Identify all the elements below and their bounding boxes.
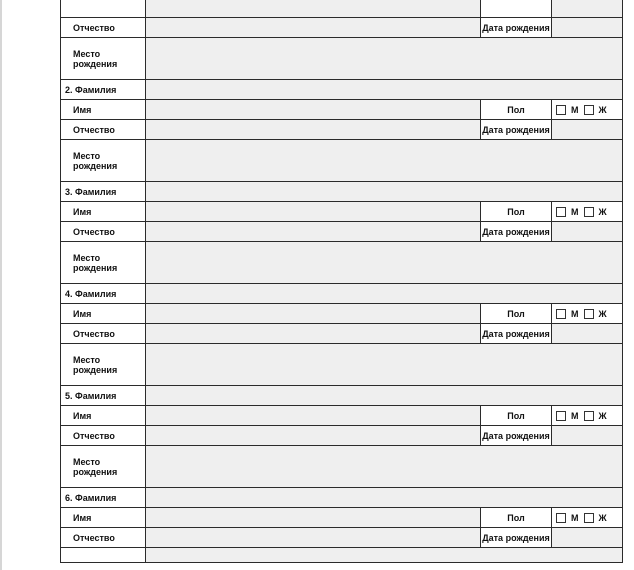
male-checkbox[interactable] [556,411,566,421]
birthplace-label: Место рождения [61,140,146,182]
person-5-birthplace-row [61,446,623,488]
person-1-birthplace-field[interactable] [146,38,623,80]
female-checkbox[interactable] [584,309,594,319]
name-label: Имя [61,202,146,222]
person-1-patronymic-field[interactable] [146,18,481,38]
person-5-surname-row [61,386,623,406]
person-5-birthplace-field[interactable] [146,446,623,488]
person-4-name-row [61,304,623,324]
person-number: 4. [65,288,73,299]
person-2-surname-label [61,80,146,100]
female-label: Ж [598,512,607,523]
birthdate-label: Дата рождения [481,18,552,38]
persons-form [60,0,623,563]
surname-label: Фамилия [75,186,117,197]
person-4-birthplace-field[interactable] [146,344,623,386]
person-3-name-row [61,202,623,222]
person-1-birthdate-field[interactable] [552,18,623,38]
person-3-birthdate-field[interactable] [552,222,623,242]
person-5-patronymic-field[interactable] [146,426,481,446]
surname-label: Фамилия [75,492,117,503]
female-checkbox[interactable] [584,513,594,523]
male-checkbox[interactable] [556,513,566,523]
birthplace-label: Место рождения [61,344,146,386]
person-4-birthplace-row [61,344,623,386]
person-4-patronymic-row [61,324,623,344]
male-checkbox[interactable] [556,105,566,115]
page-edge-rule [0,0,2,570]
person-4-surname-field[interactable] [146,284,623,304]
person-2-patronymic-field[interactable] [146,120,481,140]
male-checkbox[interactable] [556,207,566,217]
person-6-patronymic-field[interactable] [146,528,481,548]
person-2-surname-field[interactable] [146,80,623,100]
female-label: Ж [598,308,607,319]
person-4-name-field[interactable] [146,304,481,324]
birthdate-label: Дата рождения [481,222,552,242]
person-5-sex-options [552,406,623,426]
name-label: Имя [61,406,146,426]
name-label: Имя [61,100,146,120]
male-label: М [571,104,579,115]
person-1-name-field[interactable] [146,0,481,18]
person-1-name-row-partial [61,0,623,18]
person-2-sex-options [552,100,623,120]
person-5-surname-label [61,386,146,406]
person-6-surname-label [61,488,146,508]
male-label: М [571,410,579,421]
patronymic-label: Отчество [61,18,146,38]
person-4-patronymic-field[interactable] [146,324,481,344]
person-6-patronymic-row [61,528,623,548]
person-3-sex-options [552,202,623,222]
patronymic-label: Отчество [61,426,146,446]
blank-label-cell [481,0,552,18]
person-number: 2. [65,84,73,95]
birthdate-label: Дата рождения [481,528,552,548]
patronymic-label: Отчество [61,120,146,140]
person-3-birthplace-field[interactable] [146,242,623,284]
male-label: М [571,308,579,319]
birthplace-label: Место рождения [61,38,146,80]
person-6-surname-field[interactable] [146,488,623,508]
birthdate-label: Дата рождения [481,426,552,446]
person-5-name-field[interactable] [146,406,481,426]
female-label: Ж [598,410,607,421]
person-1-birthplace-row [61,38,623,80]
male-label: М [571,512,579,523]
person-1-patronymic-row [61,18,623,38]
person-6-birthplace-row-partial [61,548,623,563]
sex-label: Пол [481,304,552,324]
blank-label-cell [61,0,146,18]
patronymic-label: Отчество [61,528,146,548]
patronymic-label: Отчество [61,222,146,242]
female-label: Ж [598,206,607,217]
surname-label: Фамилия [75,390,117,401]
person-3-surname-row [61,182,623,202]
person-6-surname-row [61,488,623,508]
female-checkbox[interactable] [584,105,594,115]
person-5-birthdate-field[interactable] [552,426,623,446]
birthdate-label: Дата рождения [481,324,552,344]
female-label: Ж [598,104,607,115]
sex-label: Пол [481,100,552,120]
person-number: 3. [65,186,73,197]
person-3-name-field[interactable] [146,202,481,222]
person-3-surname-label [61,182,146,202]
patronymic-label: Отчество [61,324,146,344]
person-5-patronymic-row [61,426,623,446]
person-3-patronymic-field[interactable] [146,222,481,242]
surname-label: Фамилия [75,288,117,299]
person-4-surname-row [61,284,623,304]
person-6-birthdate-field[interactable] [552,528,623,548]
person-number: 5. [65,390,73,401]
person-3-surname-field[interactable] [146,182,623,202]
birthplace-label: Место рождения [61,446,146,488]
person-2-name-row [61,100,623,120]
sex-label: Пол [481,406,552,426]
sex-label: Пол [481,508,552,528]
person-4-sex-options [552,304,623,324]
blank-label-cell [61,548,146,563]
person-4-birthdate-field[interactable] [552,324,623,344]
surname-label: Фамилия [75,84,117,95]
person-1-sex-field[interactable] [552,0,623,18]
person-5-surname-field[interactable] [146,386,623,406]
name-label: Имя [61,508,146,528]
person-2-patronymic-row [61,120,623,140]
person-5-name-row [61,406,623,426]
person-3-birthplace-row [61,242,623,284]
person-4-surname-label [61,284,146,304]
male-checkbox[interactable] [556,309,566,319]
person-6-name-field[interactable] [146,508,481,528]
female-checkbox[interactable] [584,207,594,217]
birthplace-label: Место рождения [61,242,146,284]
person-2-birthdate-field[interactable] [552,120,623,140]
person-2-birthplace-field[interactable] [146,140,623,182]
person-2-birthplace-row [61,140,623,182]
person-2-name-field[interactable] [146,100,481,120]
person-6-name-row [61,508,623,528]
person-6-birthplace-field[interactable] [146,548,623,563]
male-label: М [571,206,579,217]
female-checkbox[interactable] [584,411,594,421]
name-label: Имя [61,304,146,324]
person-2-surname-row [61,80,623,100]
person-3-patronymic-row [61,222,623,242]
sex-label: Пол [481,202,552,222]
birthdate-label: Дата рождения [481,120,552,140]
person-number: 6. [65,492,73,503]
person-6-sex-options [552,508,623,528]
